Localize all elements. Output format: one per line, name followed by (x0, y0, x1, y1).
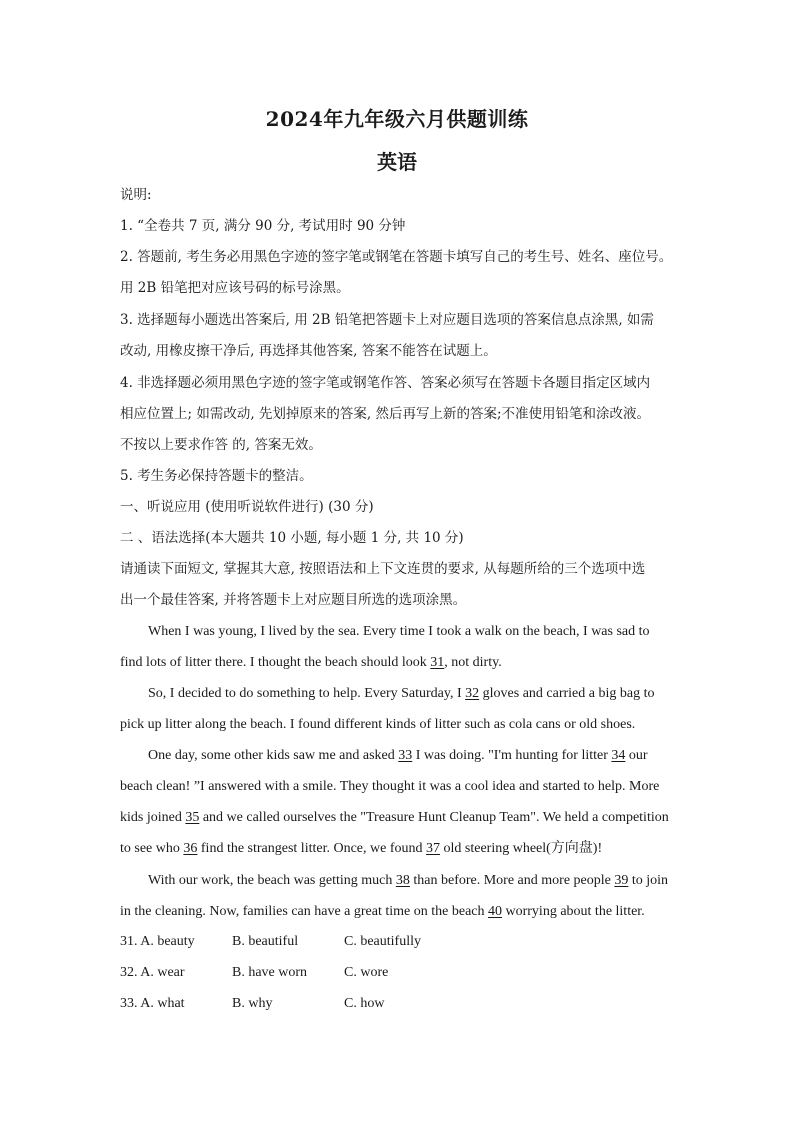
blank-33: 33 (398, 748, 413, 763)
passage-line: pick up litter along the beach. I found different kinds of litter such as cola cans or old shoes. (120, 717, 636, 732)
blank-36: 36 (183, 841, 198, 856)
instruction-3-line-1: 3. 选择题每小题选出答案后, 用 2B 铅笔把答题卡上对应题目选项的答案信息点涂黑, 如需 (120, 312, 654, 328)
instruction-1: 1. “全卷共 7 页, 满分 90 分, 考试用时 90 分钟 (120, 218, 406, 234)
passage-line: to see who 36 find the strangest litter. Once, we found 37 old steering wheel(方向盘)! (120, 841, 603, 856)
blank-32: 32 (465, 686, 480, 701)
blank-40: 40 (488, 904, 502, 919)
instruction-4-line-1: 4. 非选择题必须用黑色字迹的签字笔或钢笔作答、答案必须写在答题卡各题目指定区域内 (120, 375, 651, 391)
passage-line: beach clean! ”I answered with a smile. They thought it was a cool idea and started to help. More (120, 779, 660, 794)
section-2-directions-2: 出一个最佳答案, 并将答题卡上对应题目所选的选项涂黑。 (120, 592, 467, 608)
blank-39: 39 (614, 873, 629, 888)
subject-title: 英语 (377, 150, 417, 174)
passage-line: With our work, the beach was getting much 38 than before. More and more people 39 to join (148, 873, 669, 888)
option-b: B. beautiful (232, 934, 299, 949)
instruction-2-line-1: 2. 答题前, 考生务必用黑色字迹的签字笔或钢笔在答题卡填写自己的考生号、姓名、座位号。 (120, 249, 673, 265)
passage-line: When I was young, I lived by the sea. Every time I took a walk on the beach, I was sad to (148, 624, 650, 639)
blank-38: 38 (395, 873, 410, 888)
option-b: B. why (232, 996, 273, 1011)
instructions-label: 说明: (120, 187, 152, 203)
instruction-3-line-2: 改动, 用橡皮擦干净后, 再选择其他答案, 答案不能答在试题上。 (120, 343, 497, 359)
passage-line: find lots of litter there. I thought the beach should look 31, not dirty. (120, 655, 502, 670)
option-a: 33. A. what (120, 996, 185, 1011)
blank-34: 34 (611, 748, 626, 763)
passage-line: kids joined 35 and we called ourselves the "Treasure Hunt Cleanup Team". We held a competition (120, 810, 669, 825)
blank-31: 31 (430, 655, 445, 670)
option-c: C. beautifully (344, 934, 421, 949)
instruction-4-line-2: 相应位置上; 如需改动, 先划掉原来的答案, 然后再写上新的答案;不准使用铅笔和涂改液。 (120, 406, 651, 422)
instruction-5: 5. 考生务必保持答题卡的整洁。 (120, 468, 313, 484)
blank-35: 35 (185, 810, 200, 825)
blank-37: 37 (426, 841, 440, 856)
passage-line: One day, some other kids saw me and asked 33 I was doing. "I'm hunting for litter 34 our (148, 748, 648, 763)
option-c: C. how (344, 996, 385, 1011)
option-b: B. have worn (232, 965, 308, 980)
section-1-heading: 一、听说应用 (使用听说软件进行) (30 分) (120, 499, 374, 515)
exam-title: 2024年九年级六月供题训练 (265, 107, 529, 131)
option-a: 31. A. beauty (120, 934, 195, 949)
passage-line: So, I decided to do something to help. Every Saturday, I 32 gloves and carried a big bag to (148, 686, 655, 701)
passage-line: in the cleaning. Now, families can have a great time on the beach 40 worrying about the litter. (120, 904, 645, 919)
section-2-directions-1: 请通读下面短文, 掌握其大意, 按照语法和上下文连贯的要求, 从每题所给的三个选项中选 (120, 561, 646, 577)
option-a: 32. A. wear (120, 965, 185, 980)
instruction-2-line-2: 用 2B 铅笔把对应该号码的标号涂黑。 (120, 280, 350, 296)
option-c: C. wore (344, 965, 389, 980)
section-2-heading: 二 、语法选择(本大题共 10 小题, 每小题 1 分, 共 10 分) (120, 530, 464, 546)
instruction-4-line-3: 不按以上要求作答 的, 答案无效。 (120, 437, 322, 453)
